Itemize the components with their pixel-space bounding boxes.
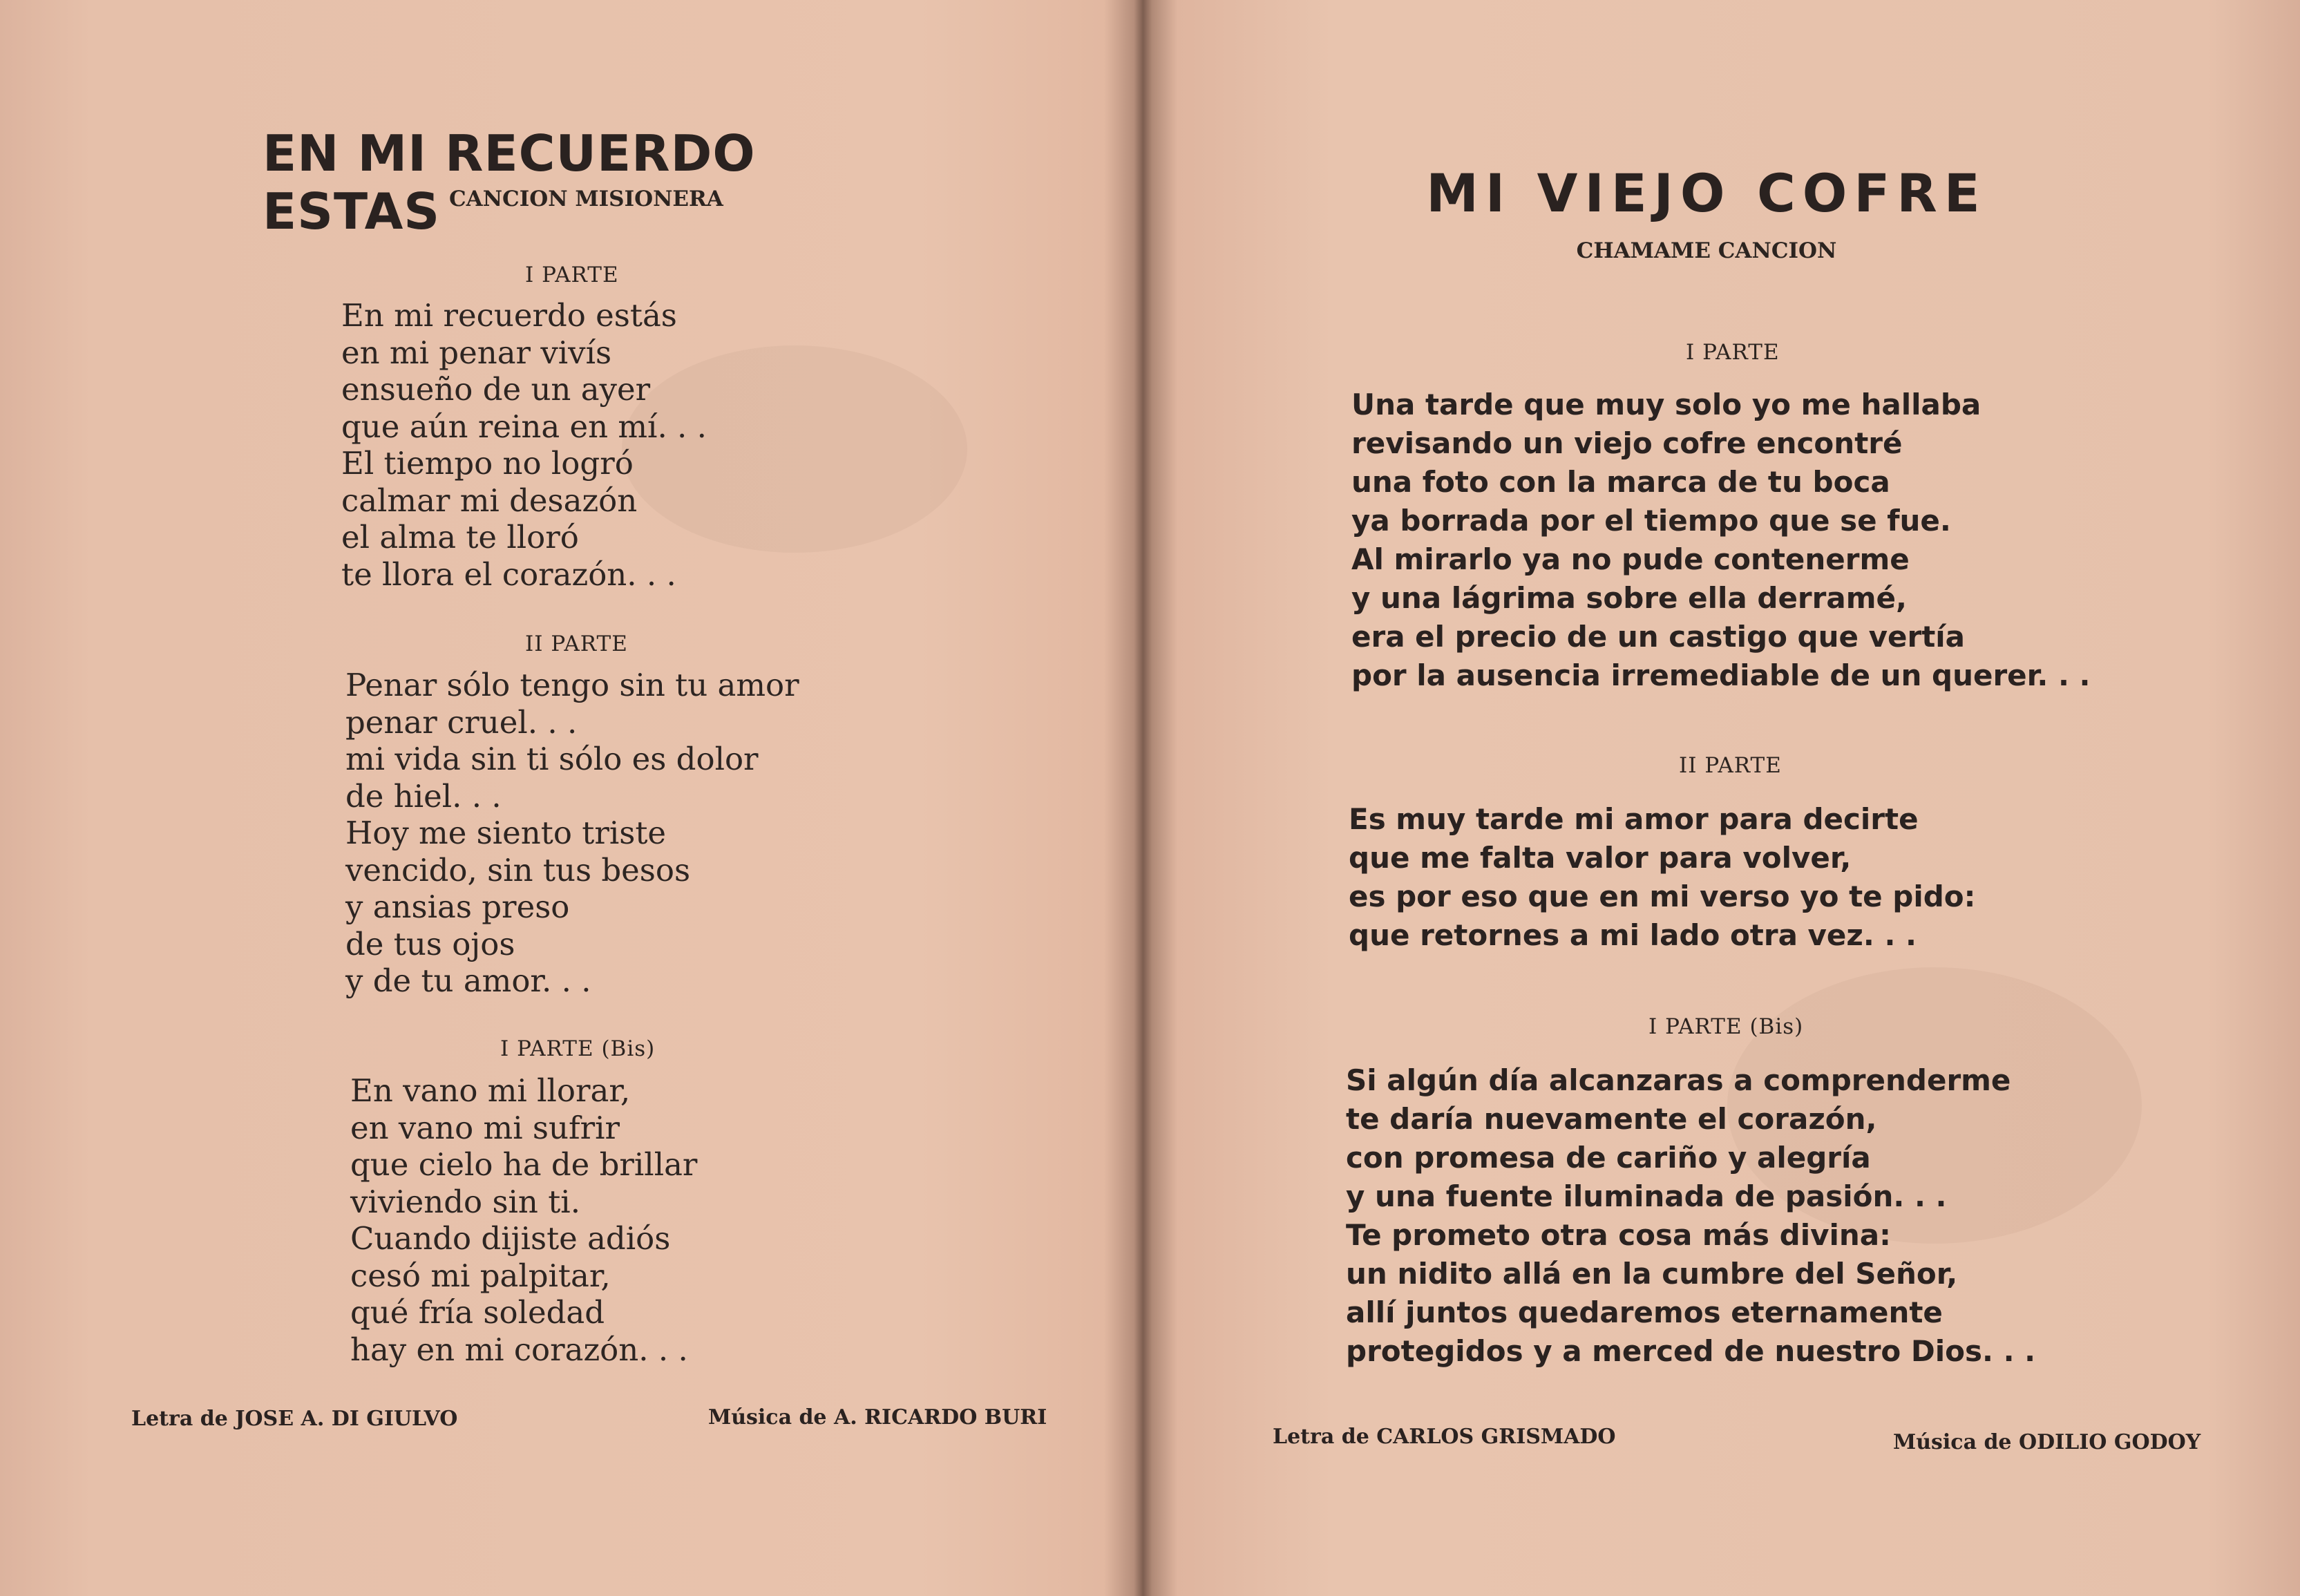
verse-line: mi vida sin ti sólo es dolor (345, 741, 759, 777)
verse-block (341, 297, 707, 593)
verse-line: protegidos y a merced de nuestro Dios. . . (1346, 1334, 2036, 1368)
song-genre: CHAMAME CANCION (1576, 238, 1837, 263)
verse-line: en vano mi sufrir (350, 1109, 620, 1146)
verse-line: por la ausencia irremediable de un querer. . . (1351, 658, 2091, 692)
music-credit: Música de A. RICARDO BURI (708, 1405, 1047, 1429)
verse-line: te daría nuevamente el corazón, (1346, 1102, 1877, 1136)
verse-line: y una lágrima sobre ella derramé, (1351, 581, 1907, 615)
verse-line: era el precio de un castigo que vertía (1351, 620, 1966, 654)
song-genre: CANCION MISIONERA (449, 187, 723, 211)
verse-line: es por eso que en mi verso yo te pido: (1349, 880, 1976, 913)
verse-line: En vano mi llorar, (350, 1072, 631, 1109)
verse-line: y de tu amor. . . (345, 962, 591, 999)
section-heading: I PARTE (525, 263, 619, 287)
song-title: MI VIEJO COFRE (1426, 162, 1987, 224)
left-page (0, 0, 1140, 1596)
verse-line: de tus ojos (345, 925, 515, 962)
section-heading: I PARTE (1686, 340, 1780, 365)
verse-line: vencido, sin tus besos (345, 851, 691, 889)
verse-line: Cuando dijiste adiós (350, 1220, 671, 1257)
verse-line: Es muy tarde mi amor para decirte (1349, 802, 1919, 836)
verse-line: de hiel. . . (345, 777, 502, 815)
verse-line: y una fuente iluminada de pasión. . . (1346, 1179, 1947, 1213)
verse-line: El tiempo no logró (341, 445, 634, 482)
verse-block (1346, 1061, 2035, 1371)
verse-line: que retornes a mi lado otra vez. . . (1349, 918, 1917, 952)
verse-line: ensueño de un ayer (341, 371, 651, 408)
verse-line: que cielo ha de brillar (350, 1146, 698, 1183)
section-heading: II PARTE (525, 631, 628, 656)
verse-line: penar cruel. . . (345, 703, 578, 741)
section-heading: I PARTE (Bis) (1648, 1014, 1804, 1039)
verse-line: en mi penar vivís (341, 334, 612, 371)
verse-line: qué fría soledad (350, 1294, 605, 1331)
verse-line: y ansias preso (345, 889, 570, 925)
verse-block (1351, 386, 2091, 695)
verse-block (350, 1072, 697, 1368)
verse-line: un nidito allá en la cumbre del Señor, (1346, 1257, 1958, 1291)
verse-line: que aún reina en mí. . . (341, 408, 707, 445)
verse-line: ya borrada por el tiempo que se fue. (1351, 504, 1951, 538)
verse-line: una foto con la marca de tu boca (1351, 465, 1890, 499)
verse-line: En mi recuerdo estás (341, 297, 677, 334)
verse-line: te llora el corazón. . . (341, 555, 676, 593)
verse-line: allí juntos quedaremos eternamente (1346, 1295, 1943, 1329)
verse-line: hay en mi corazón. . . (350, 1331, 688, 1368)
verse-line: cesó mi palpitar, (350, 1257, 611, 1294)
verse-line: revisando un viejo cofre encontré (1351, 426, 1903, 460)
song-title: EN MI RECUERDO ESTAS (263, 124, 756, 240)
verse-line: viviendo sin ti. (350, 1183, 580, 1220)
verse-line: que me falta valor para volver, (1349, 841, 1852, 875)
verse-line: el alma te lloró (341, 519, 579, 555)
lyrics-credit: Letra de CARLOS GRISMADO (1273, 1425, 1616, 1449)
verse-block (1349, 800, 1975, 955)
lyrics-credit: Letra de JOSE A. DI GIULVO (131, 1407, 458, 1431)
verse-line: Una tarde que muy solo yo me hallaba (1351, 388, 1981, 421)
verse-block (345, 667, 799, 1000)
section-heading: I PARTE (Bis) (500, 1036, 656, 1061)
section-heading: II PARTE (1679, 753, 1782, 778)
verse-line: Hoy me siento triste (345, 815, 667, 851)
verse-line: Al mirarlo ya no pude contenerme (1351, 542, 1910, 576)
verse-line: con promesa de cariño y alegría (1346, 1141, 1871, 1175)
verse-line: calmar mi desazón (341, 482, 638, 519)
verse-line: Si algún día alcanzaras a comprenderme (1346, 1063, 2011, 1097)
music-credit: Música de ODILIO GODOY (1893, 1430, 2201, 1454)
verse-line: Penar sólo tengo sin tu amor (345, 667, 799, 703)
right-page (1161, 0, 2300, 1596)
verse-line: Te prometo otra cosa más divina: (1346, 1218, 1891, 1252)
